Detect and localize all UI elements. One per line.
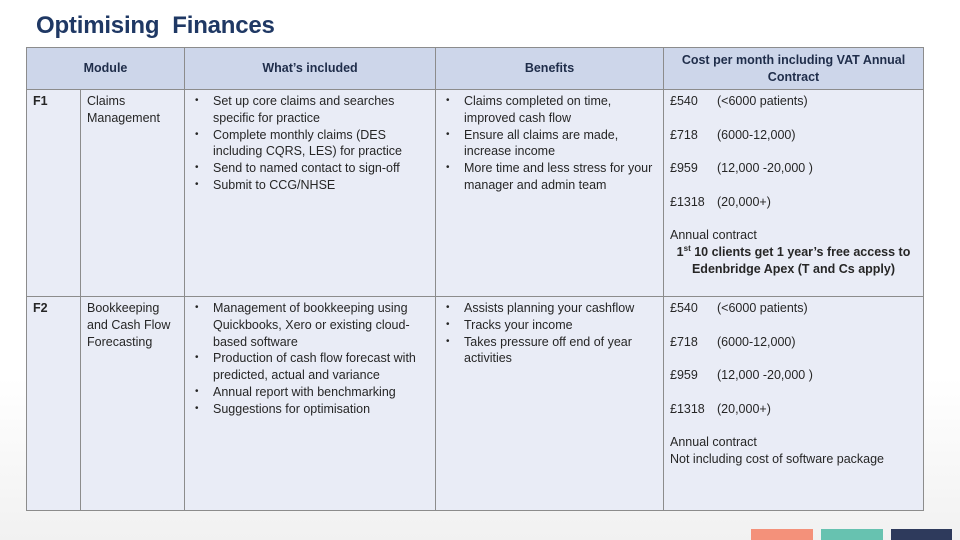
price-band: (12,000 -20,000 ) [717,161,813,176]
decor-bar-teal [821,529,883,540]
benefits-cell [436,90,664,297]
module-name: Bookkeeping and Cash Flow Forecasting [81,297,185,511]
contract-label: Annual contract [670,228,757,243]
list-item: • Set up core claims and searches specific for practice [191,93,429,127]
offer-ordinal: st [683,244,691,254]
table-row-f2 [27,297,924,511]
list-item: • Submit to CCG/NHSE [191,177,429,194]
list-item: • Complete monthly claims (DES including CQRS, LES) for practice [191,127,429,161]
decor-bar-salmon [751,529,813,540]
price-line [670,160,917,177]
price-amount: £959 [670,161,698,176]
cost-cell [664,90,924,297]
price-band: (6000-12,000) [717,127,796,142]
included-cell [185,90,436,297]
list-item: • Production of cash flow forecast with predicted, actual and variance [191,350,429,384]
header-benefits: Benefits [436,48,664,90]
price-band: (20,000+) [717,194,771,209]
list-item: • Ensure all claims are made, increase income [442,127,657,161]
decor-bar-navy [891,529,952,540]
page-title: Optimising Finances [36,12,275,39]
price-amount: £959 [670,368,698,383]
table-header-row [27,48,924,90]
cost-cell [664,297,924,511]
module-code: F2 [27,297,81,511]
list-item: • Send to named contact to sign-off [191,160,429,177]
price-band: (<6000 patients) [717,301,808,315]
included-cell [185,297,436,511]
price-line [670,401,917,418]
price-band: (12,000 -20,000 ) [717,368,813,383]
price-band: (<6000 patients) [717,94,808,108]
price-line [670,367,917,384]
price-amount: £1318 [670,401,705,416]
offer-number: 1 [676,245,684,260]
contract-label: Annual contract [670,435,757,450]
software-note: Not including cost of software package [670,452,885,467]
list-item: • Assists planning your cashflow [442,300,657,317]
benefits-cell [436,297,664,511]
offer-text [670,244,917,278]
list-item: • Annual report with benchmarking [191,384,429,401]
list-item: • Claims completed on time, improved cash flow [442,93,657,127]
list-item: • More time and less stress for your manager and admin team [442,160,657,194]
list-item: • Management of bookkeeping using Quickbooks, Xero or existing cloud-based software [191,300,429,350]
list-item: • Tracks your income [442,317,657,334]
price-amount: £718 [670,334,698,349]
price-line [670,194,917,211]
price-amount: £1318 [670,194,705,209]
table-row-f1 [27,90,924,297]
price-amount: £718 [670,127,698,142]
header-module: Module [27,48,185,90]
list-item: • Takes pressure off end of year activities [442,334,657,368]
price-line [670,127,917,144]
module-name: Claims Management [81,90,185,297]
price-band: (20,000+) [717,401,771,416]
pricing-table [26,47,924,511]
price-band: (6000-12,000) [717,334,796,349]
header-whats-included: What’s included [185,48,436,90]
price-line [670,93,917,110]
price-amount: £540 [670,301,698,315]
list-item: • Suggestions for optimisation [191,401,429,418]
module-code: F1 [27,90,81,297]
price-line [670,334,917,351]
offer-detail: 10 clients get 1 year’s free access to Edenbridge Apex (T and Cs apply) [690,245,911,276]
price-line [670,300,917,317]
header-cost: Cost per month including VAT Annual Contract [664,48,924,90]
price-amount: £540 [670,94,698,108]
